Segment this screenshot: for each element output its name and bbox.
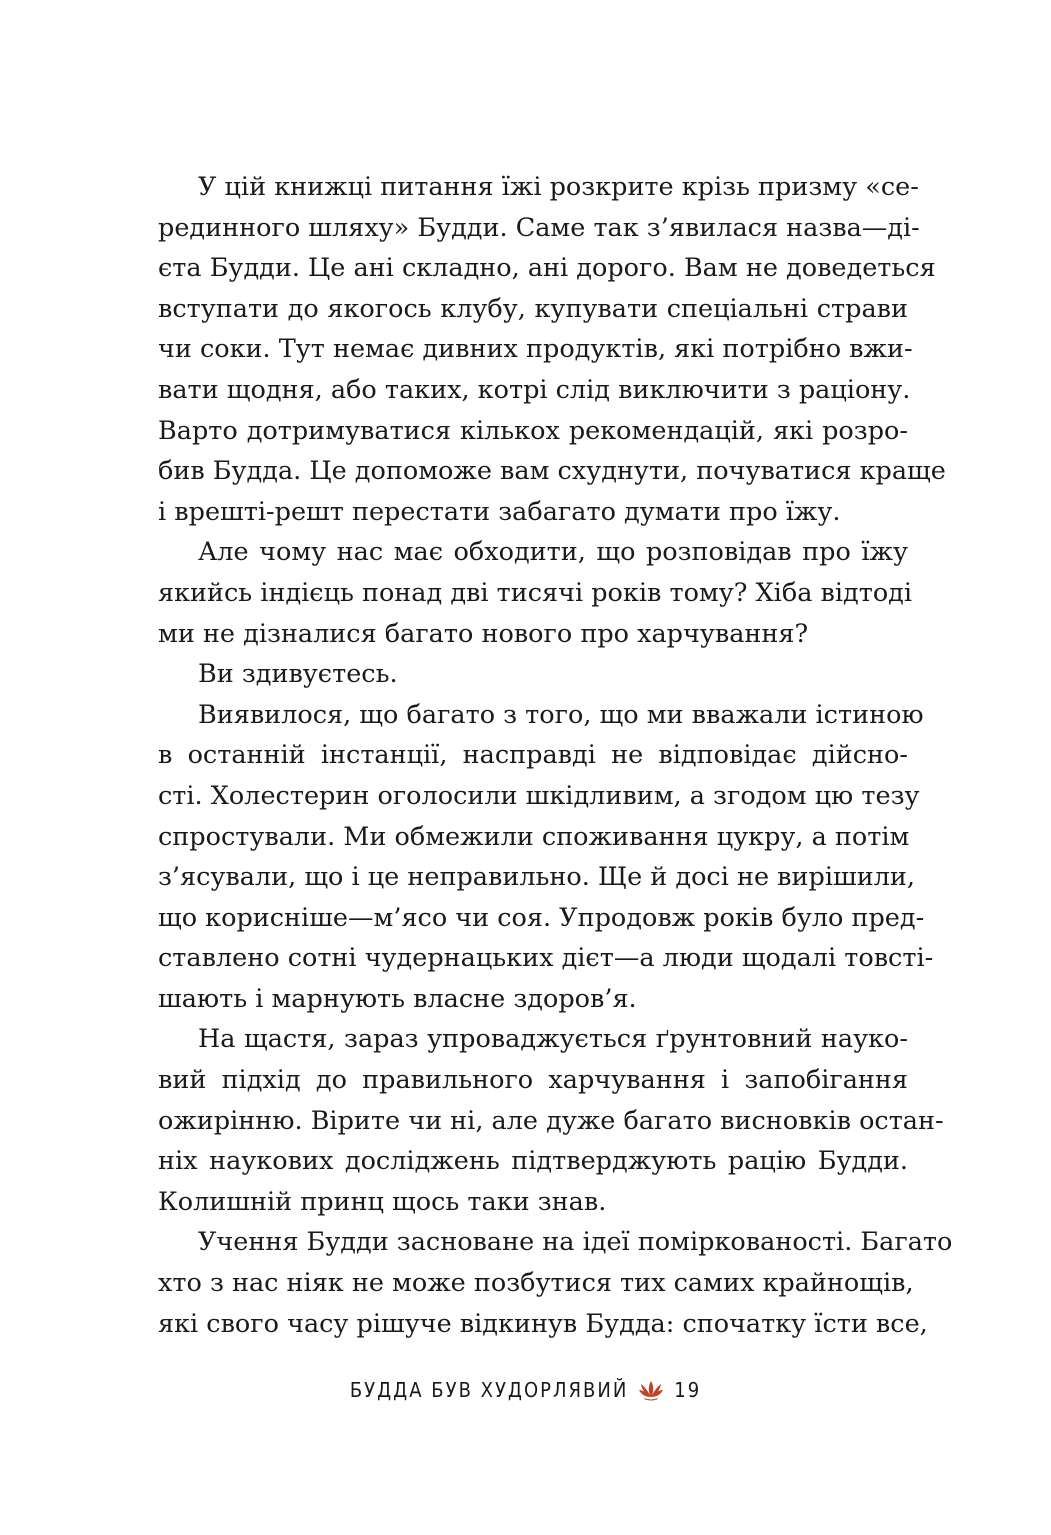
running-title: БУДДА БУВ ХУДОРЛЯВИЙ (349, 1378, 629, 1402)
text-line: Учення Будди засноване на ідеї поміркованості. Багато (198, 1227, 953, 1258)
text-line: ожирінню. Вірите чи ні, але дуже багато висновків остан- (158, 1105, 944, 1136)
text-line: сті. Холестерин оголосили шкідливим, а згодом цю тезу (158, 780, 920, 811)
text-line: єта Будди. Це ані складно, ані дорого. Вам не доведеться (158, 253, 936, 284)
text-line: вий підхід до правильного харчування і запобігання (158, 1065, 908, 1096)
text-line: Але чому нас має обходити, що розповідав про їжу (198, 537, 908, 568)
text-line: шають і марнують власне здоров’я. (158, 983, 637, 1014)
text-line: які свого часу рішуче відкинув Будда: спочатку їсти все, (158, 1308, 928, 1339)
page-footer (0, 1372, 1051, 1408)
text-line: Виявилося, що багато з того, що ми вважали істиною (198, 699, 924, 730)
text-line: Колишній принц щось таки знав. (158, 1186, 607, 1217)
text-line: з’ясували, що і це неправильно. Ще й досі не вирішили, (158, 862, 915, 893)
text-line: бив Будда. Це допоможе вам схуднути, почуватися краще (158, 456, 946, 487)
page-number: 19 (674, 1378, 702, 1402)
text-line: якийсь індієць понад дві тисячі років тому? Хіба відтоді (158, 577, 913, 608)
text-line: хто з нас ніяк не може позбутися тих самих крайнощів, (158, 1268, 914, 1299)
text-line: і врешті-решт перестати забагато думати про їжу. (158, 496, 841, 527)
body-text (158, 167, 953, 1344)
text-line: У цій книжці питання їжі розкрите крізь призму «се- (198, 172, 919, 202)
text-line: На щастя, зараз упроваджується ґрунтовний науко- (198, 1024, 908, 1055)
text-line: що корисніше—м’ясо чи соя. Упродовж років було пред- (158, 902, 925, 933)
text-line: вступати до якогось клубу, купувати спеціальні страви (158, 293, 908, 324)
text-line: ми не дізналися багато нового про харчування? (158, 618, 809, 649)
text-line: чи соки. Тут немає дивних продуктів, які потрібно вжи- (158, 334, 913, 365)
text-line: рединного шляху» Будди. Саме так з’явилася назва—ді- (158, 212, 920, 243)
text-line: ніх наукових досліджень підтверджують рацію Будди. (158, 1146, 908, 1177)
text-line: спростували. Ми обмежили споживання цукру, а потім (158, 821, 910, 852)
lotus-icon (638, 1379, 664, 1401)
text-line: Ви здивуєтесь. (198, 659, 398, 690)
text-line: ставлено сотні чудернацьких дієт—а люди щодалі товсті- (158, 943, 934, 974)
text-line: Варто дотримуватися кількох рекомендацій, які розро- (158, 415, 908, 446)
text-line: в останній інстанції, насправді не відповідає дійсно- (158, 740, 908, 771)
text-line: вати щодня, або таких, котрі слід виключити з раціону. (158, 374, 911, 405)
